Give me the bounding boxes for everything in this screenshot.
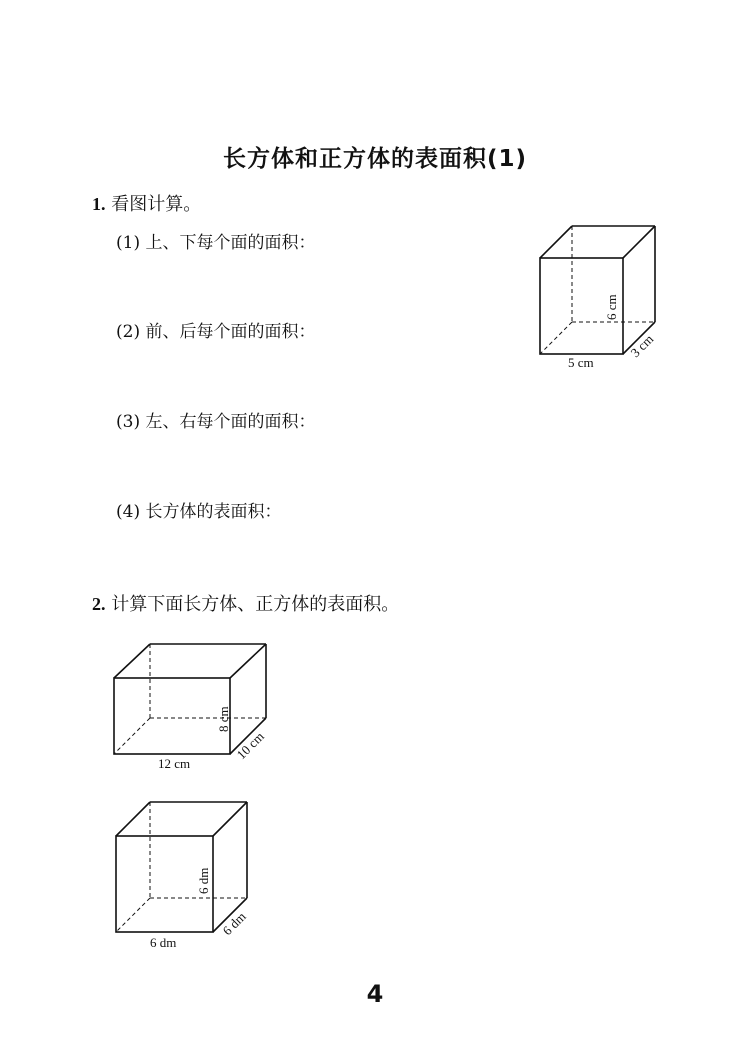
cuboid-2-width-label: 10 cm [233, 728, 267, 763]
cuboid-1-height-label: 6 cm [604, 294, 619, 320]
cuboid-figure-2 [110, 640, 280, 775]
cube-height-label: 6 dm [196, 867, 211, 894]
cube-width-label: 6 dm [219, 908, 249, 939]
question-1 [92, 190, 201, 216]
cuboid-figure-1 [530, 218, 670, 378]
page-title: 长方体和正方体的表面积(1) [222, 146, 528, 172]
cuboid-1-width-label: 3 cm [627, 331, 657, 361]
question-1-text: 看图计算。 [111, 194, 202, 215]
question-1-number: 1. [92, 194, 106, 214]
cube-figure [110, 798, 270, 953]
page-number: 4 [366, 980, 384, 1008]
question-2-text: 计算下面长方体、正方体的表面积。 [111, 594, 400, 615]
cuboid-2-length-label: 12 cm [158, 756, 191, 771]
cuboid-2-height-label: 8 cm [216, 706, 231, 732]
question-1-item-2: (2) 前、后每个面的面积： [116, 322, 316, 342]
question-1-item-4: (4) 长方体的表面积： [116, 502, 282, 522]
question-2-number: 2. [92, 594, 106, 614]
cube-length-label: 6 dm [150, 935, 177, 950]
cuboid-1-length-label: 5 cm [568, 355, 594, 370]
question-2 [92, 590, 399, 616]
question-1-item-1: (1) 上、下每个面的面积： [116, 233, 316, 253]
question-1-item-3: (3) 左、右每个面的面积： [116, 412, 316, 432]
